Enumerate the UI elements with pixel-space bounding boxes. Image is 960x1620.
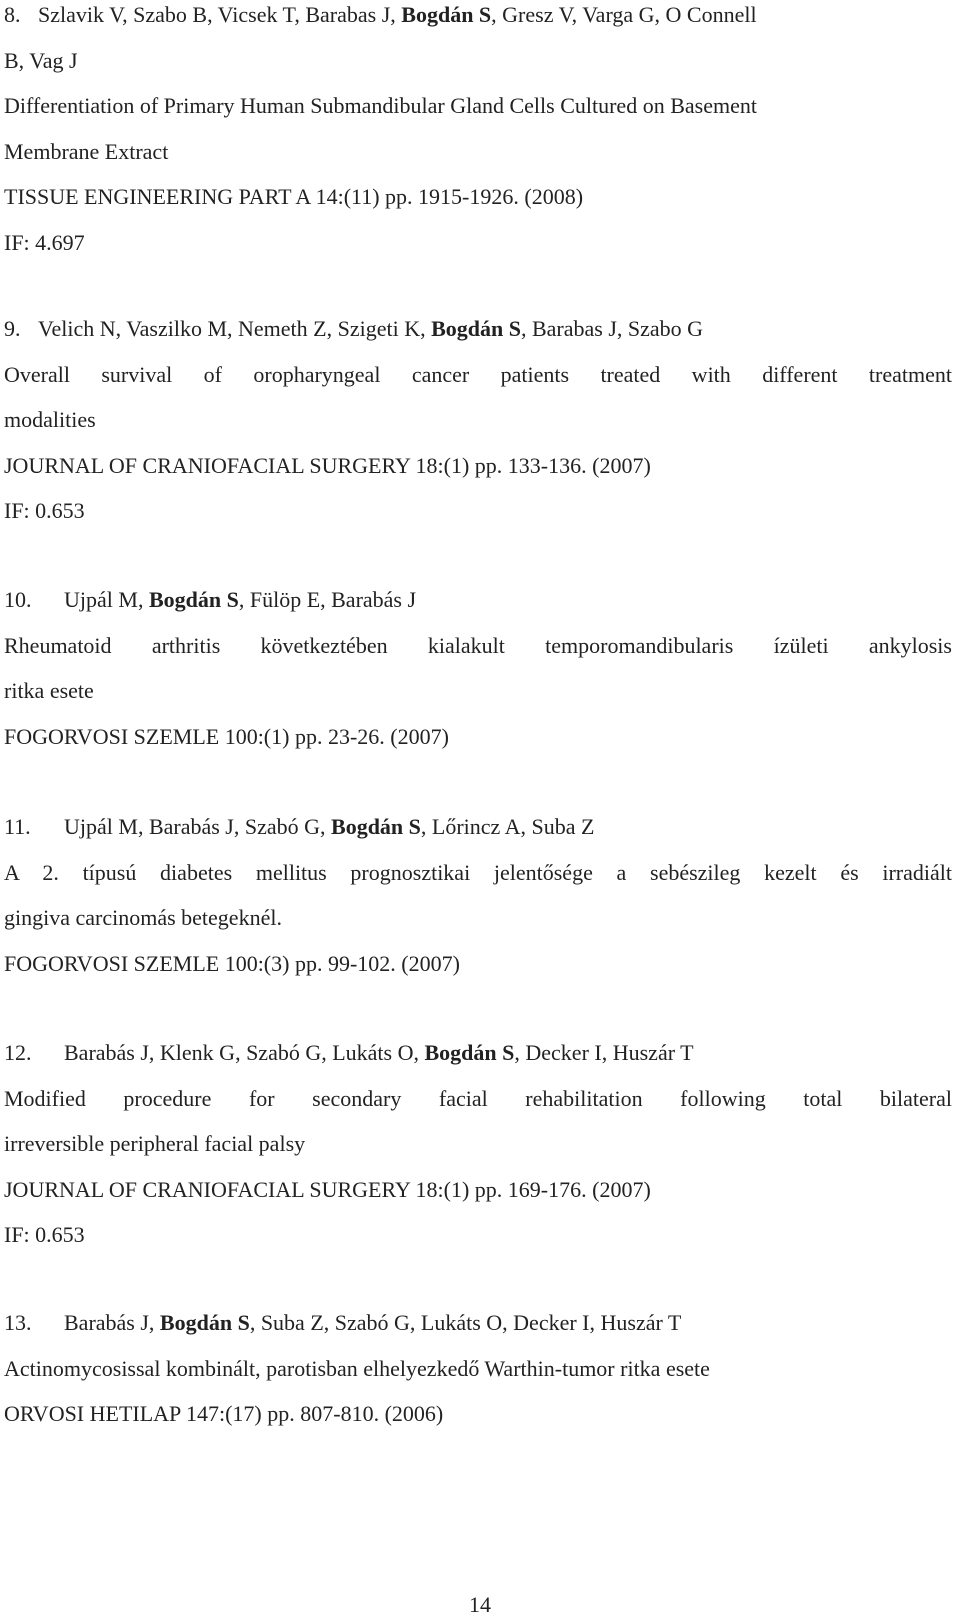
journal-citation: ORVOSI HETILAP 147:(17) pp. 807-810. (2006) <box>4 1401 444 1426</box>
authors-after: , Decker I, Huszár T <box>514 1040 694 1065</box>
article-title-line-2: gingiva carcinomás betegeknél. <box>4 905 282 930</box>
authors-line <box>4 1300 952 1346</box>
entry-number: 10. <box>4 587 32 612</box>
publication-entry-10 <box>4 577 952 759</box>
article-title-line-1: A 2. típusú diabetes mellitus prognosztikai jelentősége a sebészileg kezelt és irradiált <box>4 859 952 885</box>
authors-line <box>4 306 952 352</box>
highlighted-author: Bogdán S <box>401 2 492 27</box>
impact-factor: IF: 0.653 <box>4 498 85 523</box>
authors-line <box>4 0 952 38</box>
entry-number: 11. <box>4 814 31 839</box>
authors-before: Szlavik V, Szabo B, Vicsek T, Barabas J, <box>38 2 402 27</box>
journal-citation: JOURNAL OF CRANIOFACIAL SURGERY 18:(1) pp. 133-136. (2007) <box>4 452 651 478</box>
article-title-line-1: Rheumatoid arthritis következtében kialakult temporomandibularis ízületi ankylosis <box>4 632 952 658</box>
authors-continued: B, Vag J <box>4 47 78 73</box>
publication-entry-9 <box>4 306 952 534</box>
article-title-line-2: ritka esete <box>4 678 94 703</box>
authors-before: Barabás J, Klenk G, Szabó G, Lukáts O, <box>64 1040 425 1065</box>
publication-entry-8 <box>4 0 952 265</box>
publication-entry-12 <box>4 1030 952 1258</box>
entry-number: 13. <box>4 1310 32 1335</box>
article-title-line-2: irreversible peripheral facial palsy <box>4 1131 306 1156</box>
authors-before: Ujpál M, <box>64 587 149 612</box>
authors-after: , Suba Z, Szabó G, Lukáts O, Decker I, Huszár T <box>249 1310 682 1335</box>
article-title-line-1: Overall survival of oropharyngeal cancer patients treated with different treatment <box>4 361 952 387</box>
entry-number: 12. <box>4 1040 32 1065</box>
article-title-line-2: modalities <box>4 407 96 432</box>
authors-line <box>4 1030 952 1076</box>
article-title-line-2: Membrane Extract <box>4 138 169 164</box>
highlighted-author: Bogdán S <box>424 1040 515 1065</box>
publication-entry-13 <box>4 1300 952 1437</box>
authors-after: , Barabas J, Szabo G <box>520 316 704 341</box>
impact-factor: IF: 4.697 <box>4 229 85 255</box>
article-title-line-1: Actinomycosissal kombinált, parotisban elhelyezkedő Warthin-tumor ritka esete <box>4 1355 710 1381</box>
journal-citation: FOGORVOSI SZEMLE 100:(3) pp. 99-102. (2007) <box>4 950 460 976</box>
authors-after: , Fülöp E, Barabás J <box>238 587 417 612</box>
article-title-line-1: Differentiation of Primary Human Submandibular Gland Cells Cultured on Basement <box>4 93 757 118</box>
highlighted-author: Bogdán S <box>431 316 521 341</box>
authors-before: Velich N, Vaszilko M, Nemeth Z, Szigeti K, <box>38 316 432 341</box>
article-title-line-1: Modified procedure for secondary facial rehabilitation following total bilateral <box>4 1085 952 1111</box>
highlighted-author: Bogdán S <box>159 1310 250 1335</box>
highlighted-author: Bogdán S <box>331 814 421 839</box>
entry-number: 9. <box>4 316 21 341</box>
authors-before: Barabás J, <box>64 1310 160 1335</box>
authors-after: , Gresz V, Varga G, O Connell <box>491 2 757 27</box>
authors-before: Ujpál M, Barabás J, Szabó G, <box>64 814 332 839</box>
authors-line <box>4 804 952 850</box>
journal-citation: JOURNAL OF CRANIOFACIAL SURGERY 18:(1) pp. 169-176. (2007) <box>4 1176 651 1202</box>
authors-line <box>4 577 952 623</box>
journal-citation: FOGORVOSI SZEMLE 100:(1) pp. 23-26. (2007) <box>4 723 449 749</box>
authors-after: , Lőrincz A, Suba Z <box>420 814 595 839</box>
entry-number: 8. <box>4 2 21 27</box>
journal-citation: TISSUE ENGINEERING PART A 14:(11) pp. 1915-1926. (2008) <box>4 184 584 209</box>
highlighted-author: Bogdán S <box>148 587 239 612</box>
page-number: 14 <box>469 1592 491 1617</box>
impact-factor: IF: 0.653 <box>4 1222 85 1247</box>
publication-entry-11 <box>4 804 952 986</box>
